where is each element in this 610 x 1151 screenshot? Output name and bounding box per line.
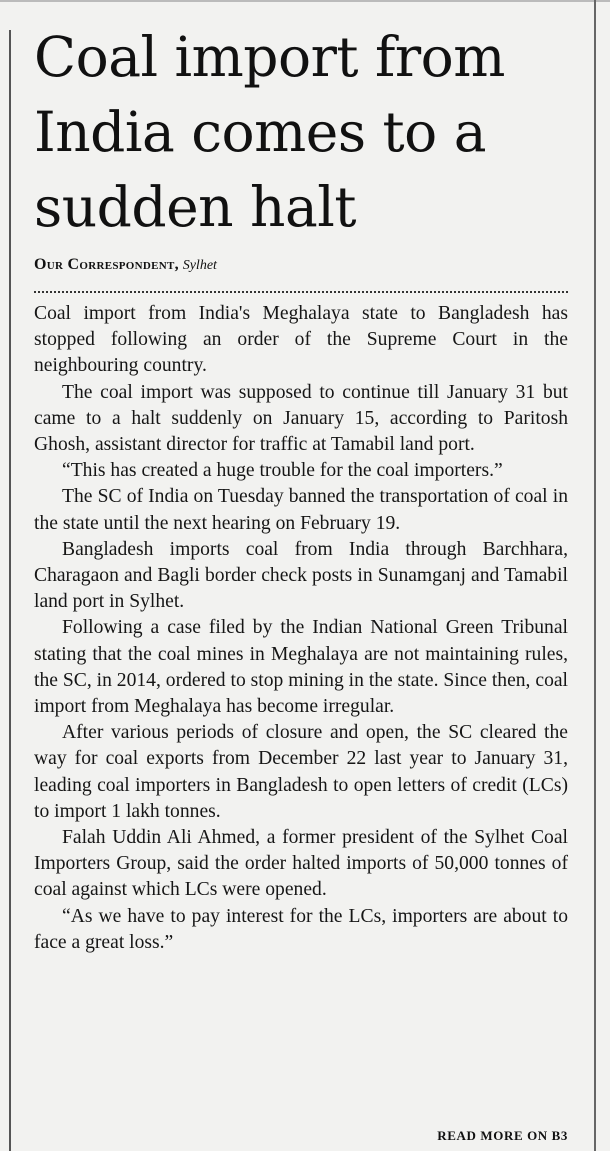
byline-author: Our Correspondent, — [34, 256, 179, 273]
headline: Coal import from India comes to a sudden halt — [34, 25, 505, 239]
byline — [34, 255, 568, 276]
paragraph: Falah Uddin Ali Ahmed, a former president of the Sylhet Coal Importers Group, said the order halted imports of 50,000 tonnes of coal against which LCs were opened. — [34, 827, 568, 901]
paragraph: “As we have to pay interest for the LCs, importers are about to face a great loss.” — [34, 905, 568, 953]
article-body — [34, 301, 568, 956]
right-column-rule — [594, 0, 596, 1151]
article — [34, 20, 568, 956]
paragraph: After various periods of closure and open, the SC cleared the way for coal exports from December 22 last year to January 31, leading coal importers in Bangladesh to open letters of credit (LCs) to import 1 lakh tonnes. — [34, 722, 568, 822]
paragraph: “This has created a huge trouble for the coal importers.” — [62, 460, 503, 482]
paragraph: The SC of India on Tuesday banned the transportation of coal in the state until the next hearing on February 19. — [34, 486, 568, 534]
paragraph: Coal import from India's Meghalaya state to Bangladesh has stopped following an order of the Supreme Court in the neighbouring country. — [34, 303, 568, 377]
paragraph: The coal import was supposed to continue till January 31 but came to a halt suddenly on January 15, according to Paritosh Ghosh, assistant director for traffic at Tamabil land port. — [34, 381, 568, 456]
byline-location: Sylhet — [182, 258, 217, 273]
dotted-divider — [34, 291, 568, 293]
paragraph: Following a case filed by the Indian National Green Tribunal stating that the coal mines in Meghalaya are not maintaining rules, the SC, in 2014, ordered to stop mining in the state. Since then, coal import from Meghalaya has become irregular. — [34, 617, 568, 718]
continuation-note: READ MORE ON B3 — [437, 1128, 568, 1143]
paragraph: Bangladesh imports coal from India through Barchhara, Charagaon and Bagli border check posts in Sunamganj and Tamabil land port in Sylhet. — [34, 538, 568, 613]
top-border — [0, 0, 610, 2]
left-column-rule — [9, 30, 11, 1151]
